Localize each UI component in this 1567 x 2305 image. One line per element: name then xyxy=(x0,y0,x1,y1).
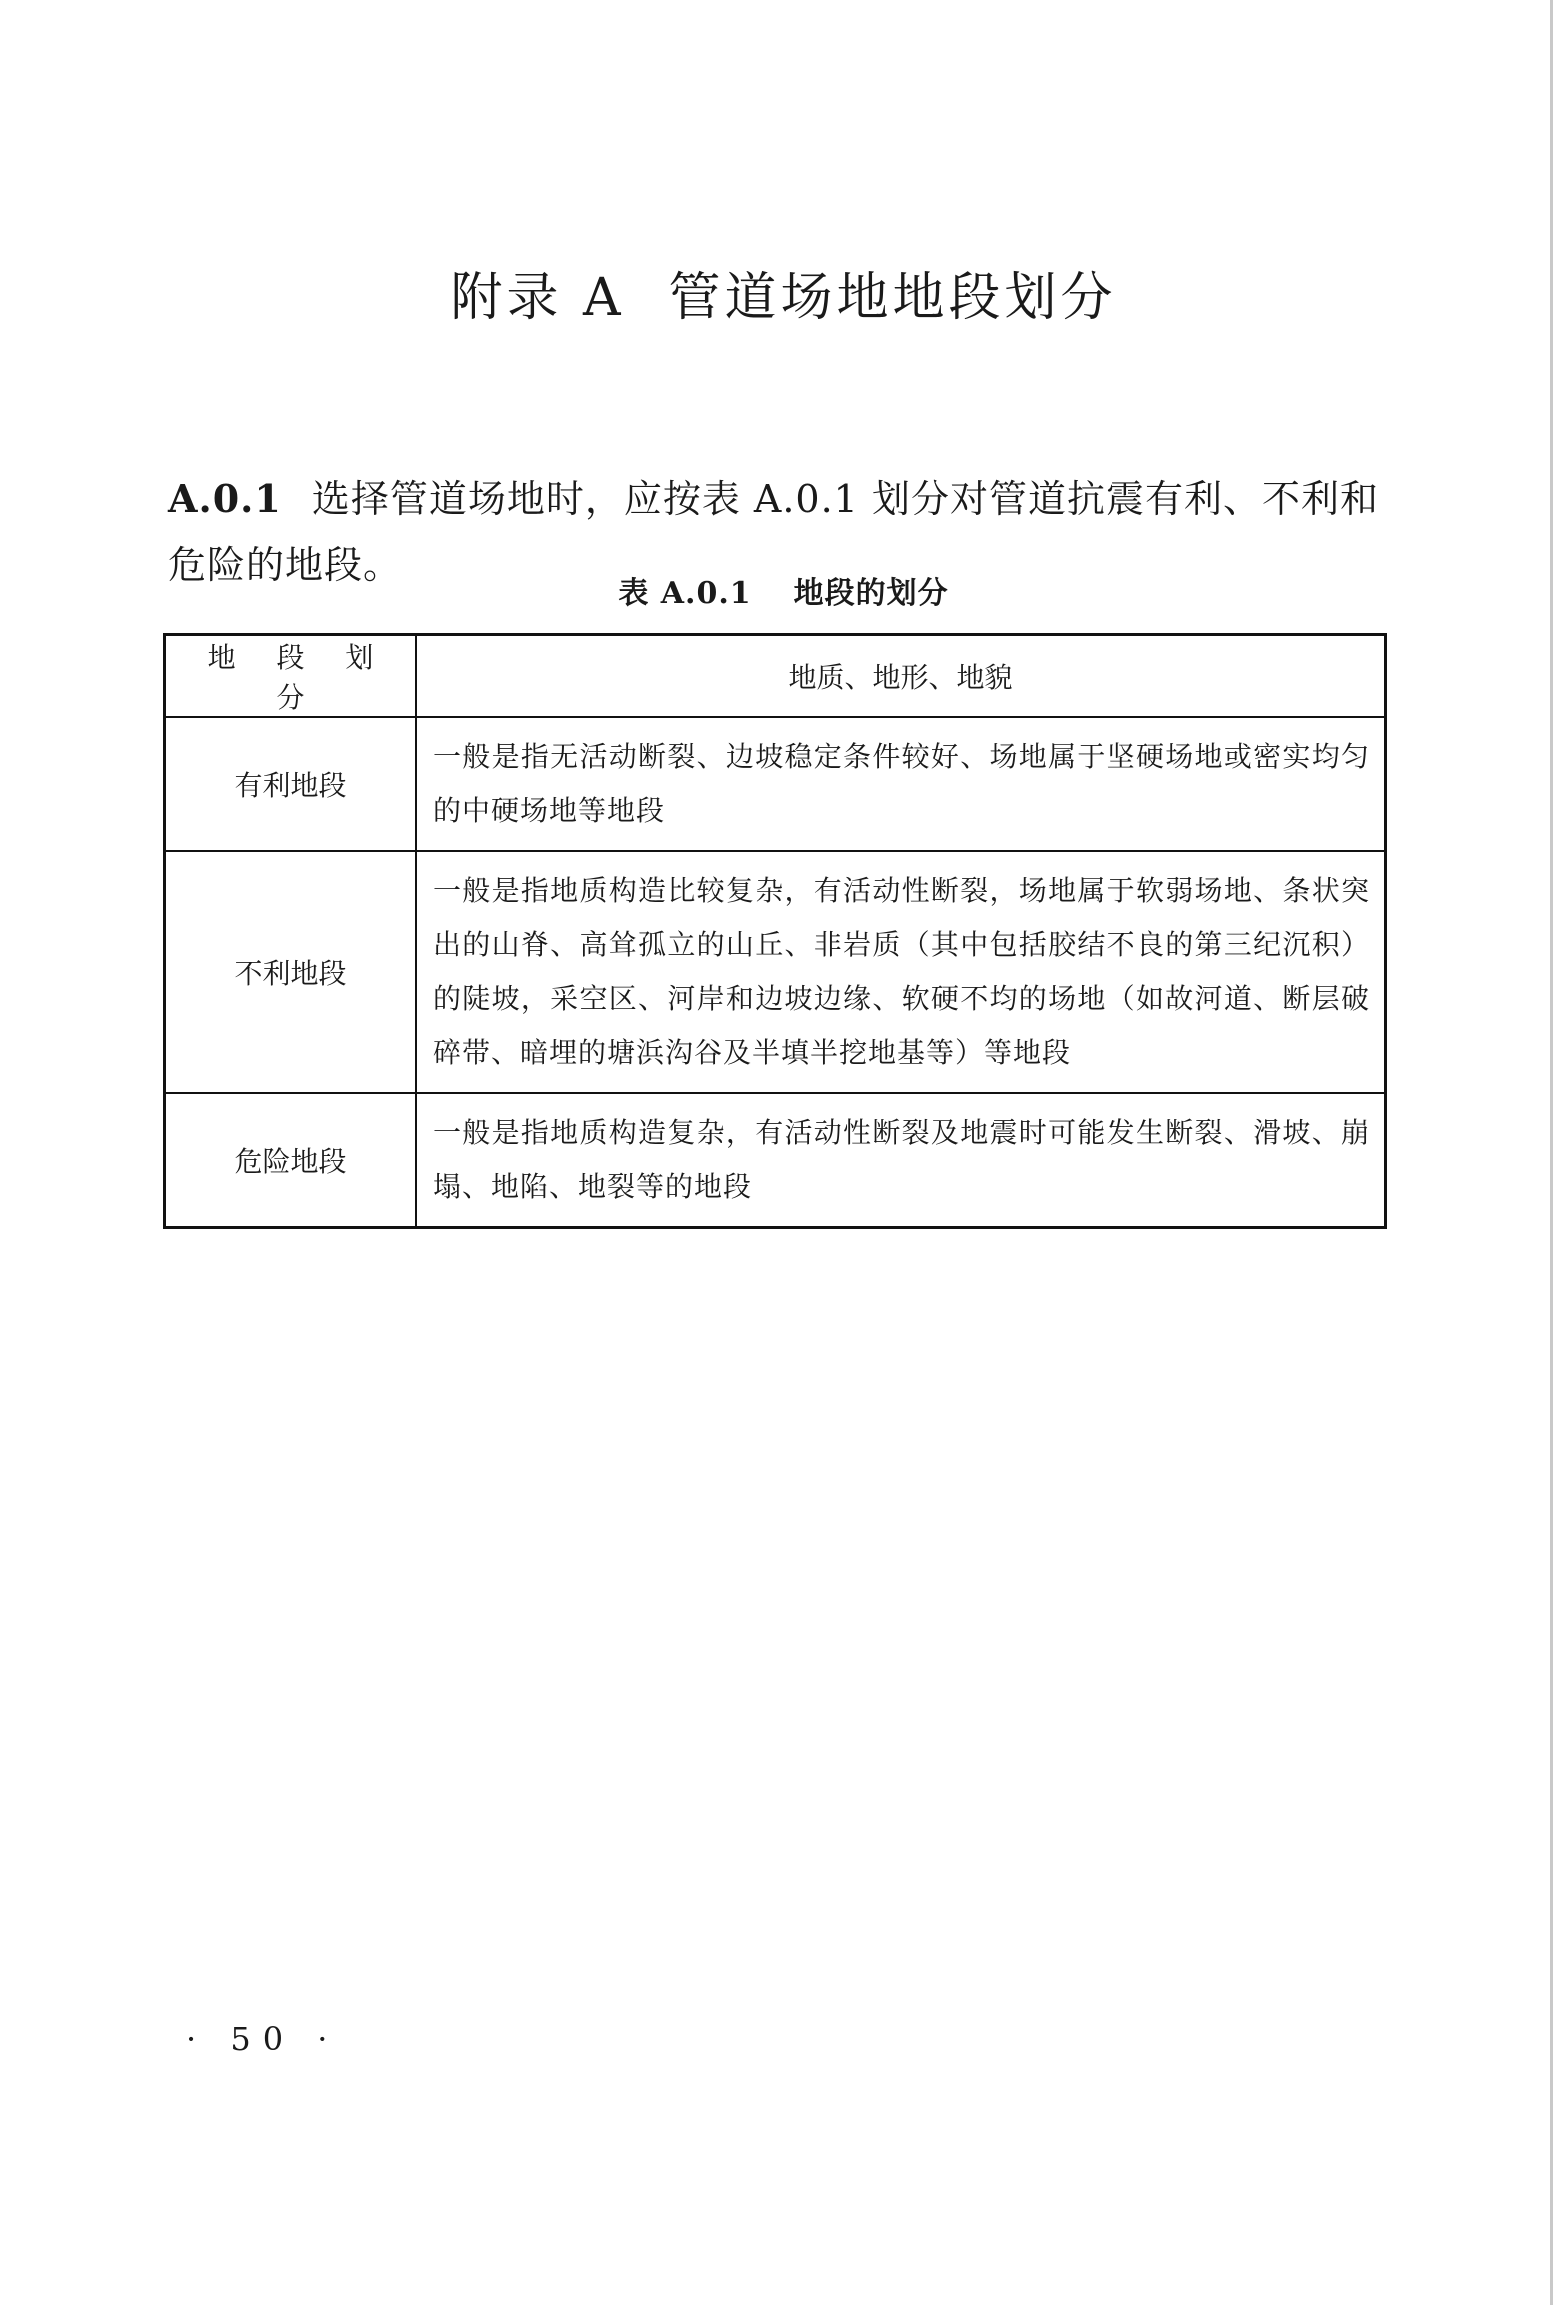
table-cell-category: 有利地段 xyxy=(165,717,417,851)
table-row xyxy=(165,851,1386,1093)
table-row xyxy=(165,717,1386,851)
table-caption-number: 表 A.0.1 xyxy=(618,576,752,611)
table-cell-category: 危险地段 xyxy=(165,1093,417,1228)
page-edge-divider xyxy=(1550,0,1553,2305)
table-row xyxy=(165,1093,1386,1228)
table-cell-category: 不利地段 xyxy=(165,851,417,1093)
table-header-category: 地 段 划 分 xyxy=(165,635,417,718)
clause-number: A.0.1 xyxy=(168,476,282,521)
table-caption xyxy=(0,568,1567,612)
table-caption-title: 地段的划分 xyxy=(793,576,949,611)
table-cell-description: 一般是指地质构造比较复杂，有活动性断裂，场地属于软弱场地、条状突出的山脊、高耸孤立的山丘、非岩质（其中包括胶结不良的第三纪沉积）的陡坡，采空区、河岸和边坡边缘、软硬不均的场地（如故河道、断层破碎带、暗埋的塘浜沟谷及半填半挖地基等）等地段 xyxy=(416,851,1386,1093)
appendix-label: 附录 A xyxy=(450,267,625,328)
appendix-heading: 管道场地地段划分 xyxy=(668,267,1117,328)
clause-text: 选择管道场地时，应按表 A.0.1 划分对管道抗震有利、不利和危险的地段。 xyxy=(168,477,1379,587)
table-header-row xyxy=(165,635,1386,718)
appendix-title xyxy=(0,255,1567,330)
table-cell-description: 一般是指无活动断裂、边坡稳定条件较好、场地属于坚硬场地或密实均匀的中硬场地等地段 xyxy=(416,717,1386,851)
table-header-description: 地质、地形、地貌 xyxy=(416,635,1386,718)
table-cell-description: 一般是指地质构造复杂，有活动性断裂及地震时可能发生断裂、滑坡、崩塌、地陷、地裂等的地段 xyxy=(416,1093,1386,1228)
site-classification-table xyxy=(163,633,1387,1229)
page-number: · 50 · xyxy=(186,2020,340,2058)
